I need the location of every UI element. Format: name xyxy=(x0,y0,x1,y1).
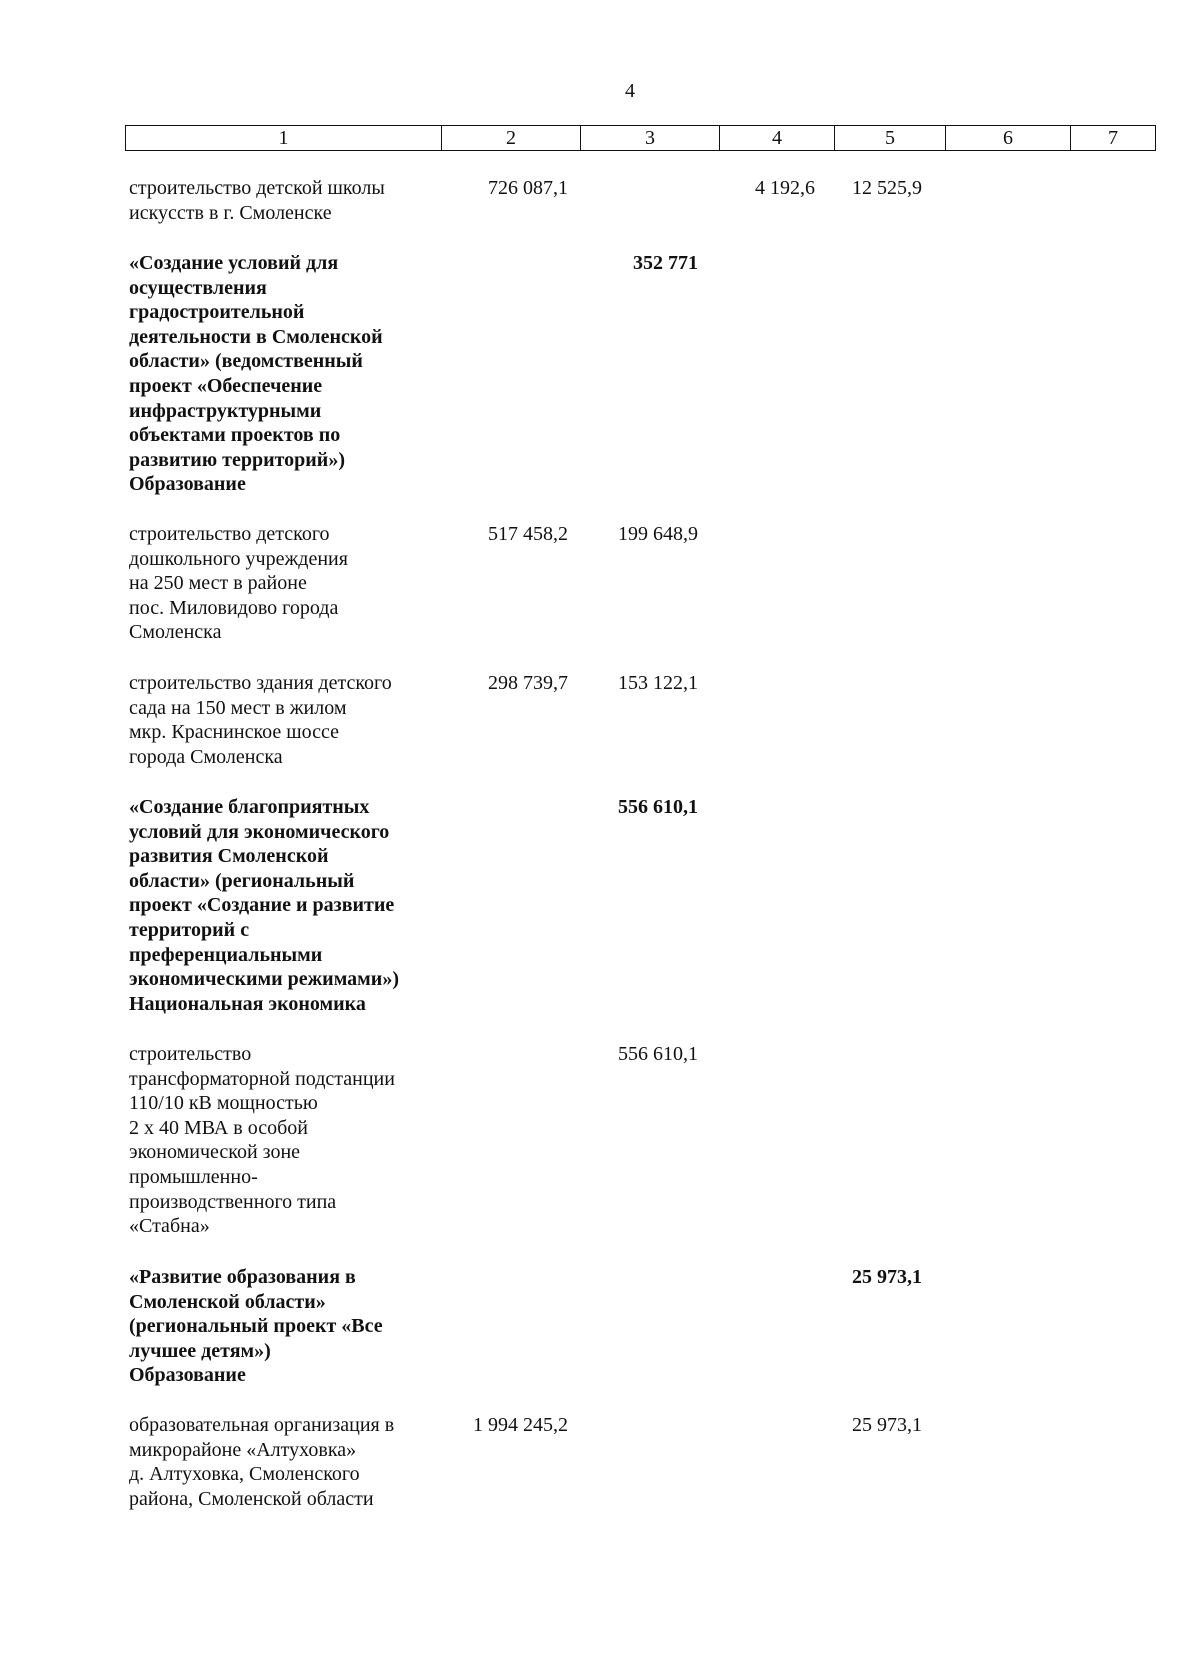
row-description: образовательная организация в микрорайоне «Алтуховка» д. Алтуховка, Смоленского района, Смоленской области xyxy=(129,1414,395,1510)
column-number-header xyxy=(125,125,1156,151)
row-description: строительство трансформаторной подстанции 110/10 кВ мощностью 2 х 40 МВА в особой экономической зоне промышленно- производственного типа «Стабна» xyxy=(129,1043,395,1238)
row-value-col-5: 25 973,1 xyxy=(852,1414,922,1436)
row-description: «Создание условий для осуществления градостроительной деятельности в Смоленской области» (ведомственный проект «Обеспечение инфраструктурными объектами проектов по развитию территорий») Образование xyxy=(129,252,383,496)
row-value-col-4: 4 192,6 xyxy=(755,177,815,199)
row-value-col-2: 1 994 245,2 xyxy=(473,1414,568,1436)
row-value-col-5: 25 973,1 xyxy=(852,1266,922,1288)
row-description: «Развитие образования в Смоленской области» (региональный проект «Все лучшее детям») Образование xyxy=(129,1266,383,1387)
header-col-1: 1 xyxy=(126,126,442,151)
row-description: строительство детской школы искусств в г. Смоленске xyxy=(129,177,385,224)
page-number: 4 xyxy=(625,80,635,102)
row-value-col-5: 12 525,9 xyxy=(852,177,922,199)
header-col-2: 2 xyxy=(442,126,581,151)
header-col-7: 7 xyxy=(1071,126,1156,151)
row-value-col-2: 517 458,2 xyxy=(488,523,568,545)
row-value-col-3: 199 648,9 xyxy=(618,523,698,545)
row-value-col-2: 726 087,1 xyxy=(488,177,568,199)
header-col-5: 5 xyxy=(835,126,946,151)
row-description: строительство здания детского сада на 150 мест в жилом мкр. Краснинское шоссе города Смоленска xyxy=(129,672,392,768)
header-col-4: 4 xyxy=(720,126,835,151)
header-col-6: 6 xyxy=(946,126,1071,151)
row-description: «Создание благоприятных условий для экономического развития Смоленской области» (региональный проект «Создание и развитие территорий с преференциальными экономическими режимами») Национальная экономика xyxy=(129,796,399,1015)
header-col-3: 3 xyxy=(581,126,720,151)
row-value-col-3: 556 610,1 xyxy=(618,796,698,818)
row-value-col-3: 556 610,1 xyxy=(618,1043,698,1065)
row-value-col-3: 352 771 xyxy=(633,252,698,274)
row-value-col-2: 298 739,7 xyxy=(488,672,568,694)
row-value-col-3: 153 122,1 xyxy=(618,672,698,694)
row-description: строительство детского дошкольного учреждения на 250 мест в районе пос. Миловидово города Смоленска xyxy=(129,523,348,644)
